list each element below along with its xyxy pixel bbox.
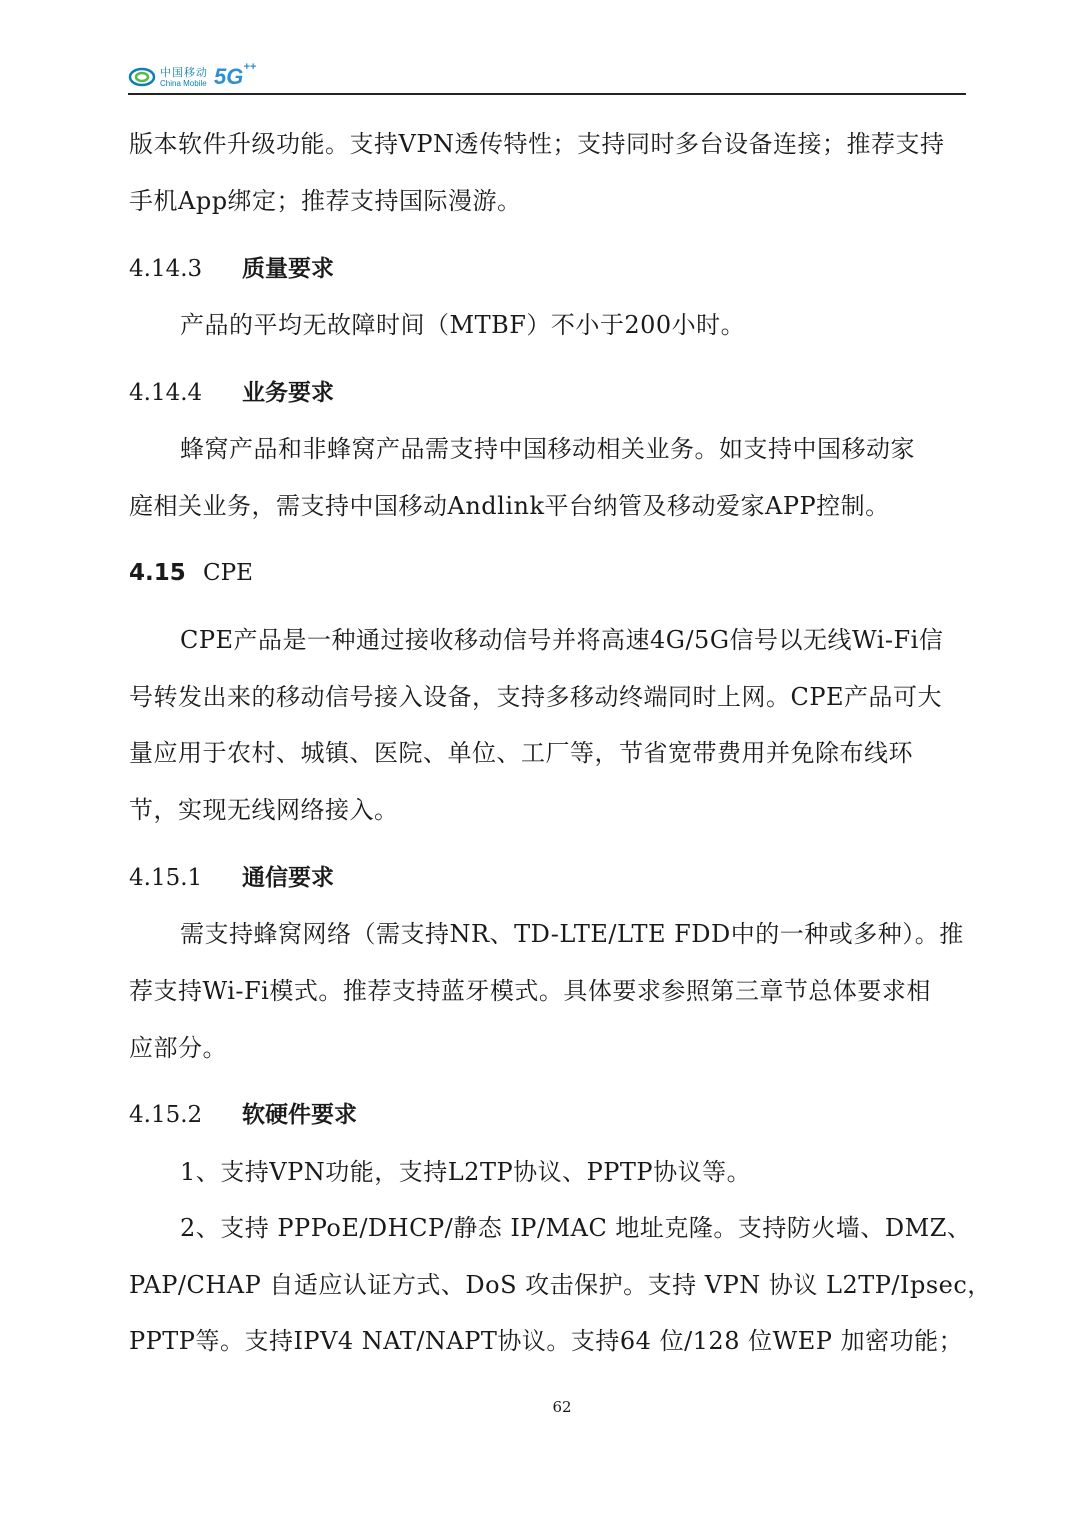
page-number: 62 [552, 1398, 572, 1416]
paragraph-line: 版本软件升级功能。支持VPN透传特性；支持同时多台设备连接；推荐支持 [129, 130, 945, 158]
paragraph-line: PPTP等。支持IPV4 NAT/NAPT协议。支持64 位/128 位WEP 加密功能； [129, 1327, 964, 1355]
paragraph-line: 荐支持Wi-Fi模式。推荐支持蓝牙模式。具体要求参照第三章节总体要求相 [129, 977, 931, 1005]
paragraph-line: CPE产品是一种通过接收移动信号并将高速4G/5G信号以无线Wi-Fi信 [180, 626, 944, 654]
list-item: 1、支持VPN功能，支持L2TP协议、PPTP协议等。 [180, 1158, 752, 1186]
paragraph-line: 量应用于农村、城镇、医院、单位、工厂等，节省宽带费用并免除布线环 [129, 739, 913, 767]
section-title: 软硬件要求 [242, 1102, 357, 1128]
section-number: 4.15.2 [129, 1102, 203, 1128]
china-mobile-logo-icon [128, 66, 156, 88]
paragraph-line: 应部分。 [129, 1034, 227, 1062]
paragraph-line: PAP/CHAP 自适应认证方式、DoS 攻击保护。支持 VPN 协议 L2TP/Ipsec， [129, 1271, 992, 1299]
section-heading-4-14-4 [129, 377, 334, 409]
logo-5g-plus: ++ [243, 60, 257, 73]
section-heading-4-15 [129, 557, 253, 589]
paragraph-line: 号转发出来的移动信号接入设备，支持多移动终端同时上网。CPE产品可大 [129, 683, 943, 711]
section-heading-4-15-1 [129, 862, 334, 894]
list-item: 2、支持 PPPoE/DHCP/静态 IP/MAC 地址克隆。支持防火墙、DMZ、 [180, 1214, 972, 1242]
paragraph-line: 庭相关业务，需支持中国移动Andlink平台纳管及移动爱家APP控制。 [129, 492, 890, 520]
paragraph-line: 产品的平均无故障时间（MTBF）不小于200小时。 [180, 311, 746, 339]
paragraph-line: 蜂窝产品和非蜂窝产品需支持中国移动相关业务。如支持中国移动家 [180, 435, 915, 463]
section-number: 4.15.1 [129, 865, 203, 891]
paragraph-line: 需支持蜂窝网络（需支持NR、TD-LTE/LTE FDD中的一种或多种）。推 [180, 920, 964, 948]
logo-5g-text: 5G [214, 64, 244, 89]
paragraph-line: 节，实现无线网络接入。 [129, 796, 399, 824]
section-title: CPE [203, 560, 253, 586]
section-heading-4-15-2 [129, 1099, 357, 1131]
paragraph-line: 手机App绑定；推荐支持国际漫游。 [129, 187, 522, 215]
section-number: 4.14.3 [129, 256, 203, 282]
section-title: 质量要求 [242, 256, 334, 282]
logo-5g [214, 60, 257, 90]
section-title: 通信要求 [242, 865, 334, 891]
china-mobile-logo [128, 60, 256, 94]
header-divider [128, 93, 966, 95]
section-number: 4.15 [129, 560, 186, 586]
section-heading-4-14-3 [129, 253, 334, 285]
logo-cn-text: 中国移动 [160, 65, 208, 79]
logo-en-text: China Mobile [160, 78, 207, 88]
section-number: 4.14.4 [129, 380, 203, 406]
section-title: 业务要求 [242, 380, 334, 406]
